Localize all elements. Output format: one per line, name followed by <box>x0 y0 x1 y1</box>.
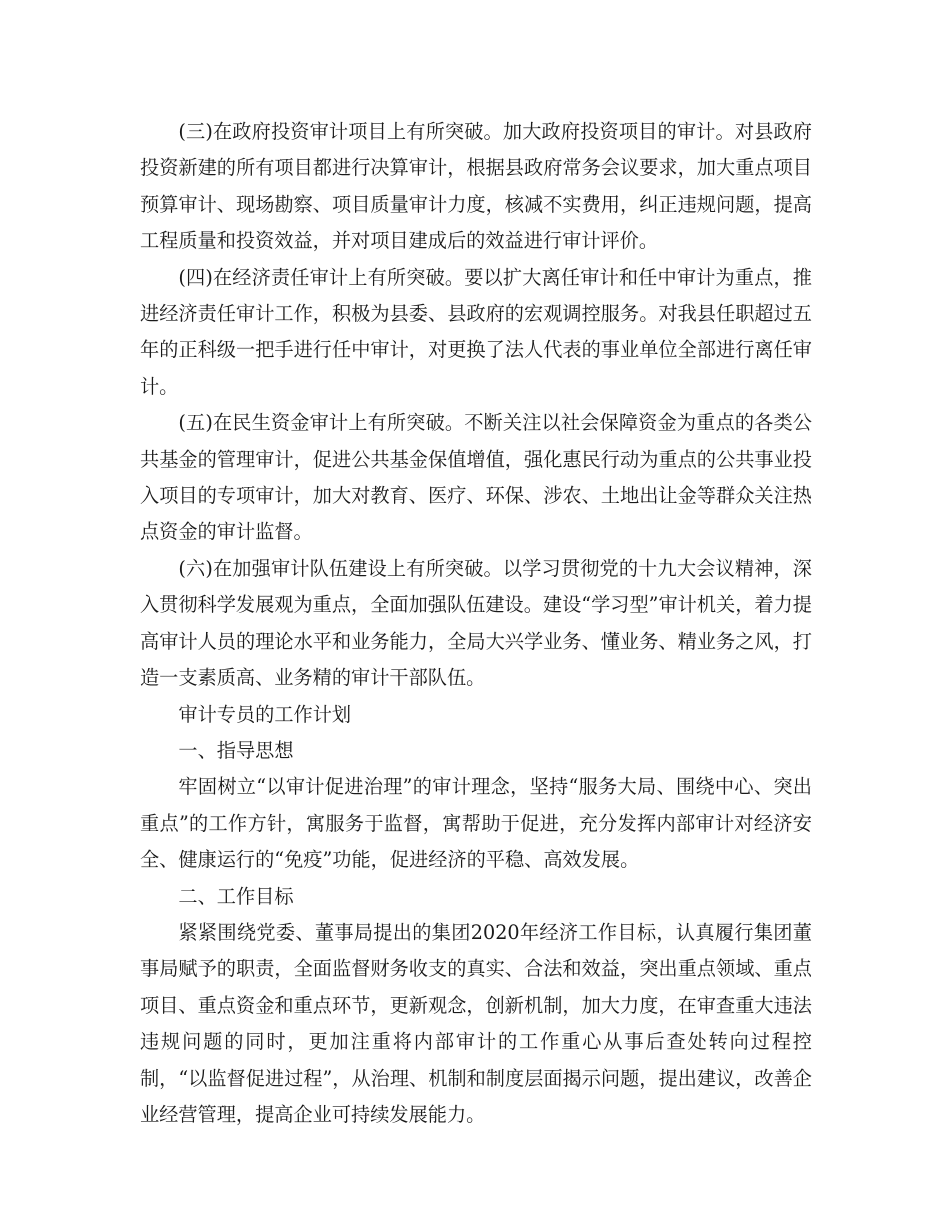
paragraph-economic-responsibility-audit: (四)在经济责任审计上有所突破。要以扩大离任审计和任中审计为重点，推进经济责任审计工作，积极为县委、县政府的宏观调控服务。对我县任职超过五年的正科级一把手进行任中审计，对更换了法人代表的事业单位全部进行离任审计。 <box>140 265 812 398</box>
section-title-work-plan: 审计专员的工作计划 <box>178 702 352 726</box>
paragraph-guiding-ideology: 牢固树立“以审计促进治理”的审计理念，坚持“服务大局、围绕中心、突出重点”的工作方针，寓服务于监督，寓帮助于促进，充分发挥内部审计对经济安全、健康运行的“免疫”功能，促进经济的平稳、高效发展。 <box>140 775 812 872</box>
heading-work-goals: 二、工作目标 <box>178 884 294 908</box>
heading-guiding-ideology: 一、指导思想 <box>178 738 294 762</box>
paragraph-audit-team-building: (六)在加强审计队伍建设上有所突破。以学习贯彻党的十九大会议精神，深入贯彻科学发展观为重点，全面加强队伍建设。建设“学习型”审计机关，着力提高审计人员的理论水平和业务能力，全局大兴学业务、懂业务、精业务之风，打造一支素质高、业务精的审计干部队伍。 <box>140 556 812 690</box>
paragraph-work-goals: 紧紧围绕党委、董事局提出的集团2020年经济工作目标，认真履行集团董事局赋予的职责，全面监督财务收支的真实、合法和效益，突出重点领域、重点项目、重点资金和重点环节，更新观念，创新机制，加大力度，在审查重大违法违规问题的同时，更加注重将内部审计的工作重心从事后查处转向过程控制，“以监督促进过程”，从治理、机制和制度层面揭示问题，提出建议，改善企业经营管理，提高企业可持续发展能力。 <box>140 920 812 1126</box>
paragraph-livelihood-funds-audit: (五)在民生资金审计上有所突破。不断关注以社会保障资金为重点的各类公共基金的管理审计，促进公共基金保值增值，强化惠民行动为重点的公共事业投入项目的专项审计，加大对教育、医疗、环保、涉农、土地出让金等群众关注热点资金的审计监督。 <box>140 411 812 544</box>
paragraph-government-investment-audit: (三)在政府投资审计项目上有所突破。加大政府投资项目的审计。对县政府投资新建的所有项目都进行决算审计，根据县政府常务会议要求，加大重点项目预算审计、现场勘察、项目质量审计力度，核减不实费用，纠正违规问题，提高工程质量和投资效益，并对项目建成后的效益进行审计评价。 <box>140 120 812 253</box>
document-body <box>140 114 812 1133</box>
